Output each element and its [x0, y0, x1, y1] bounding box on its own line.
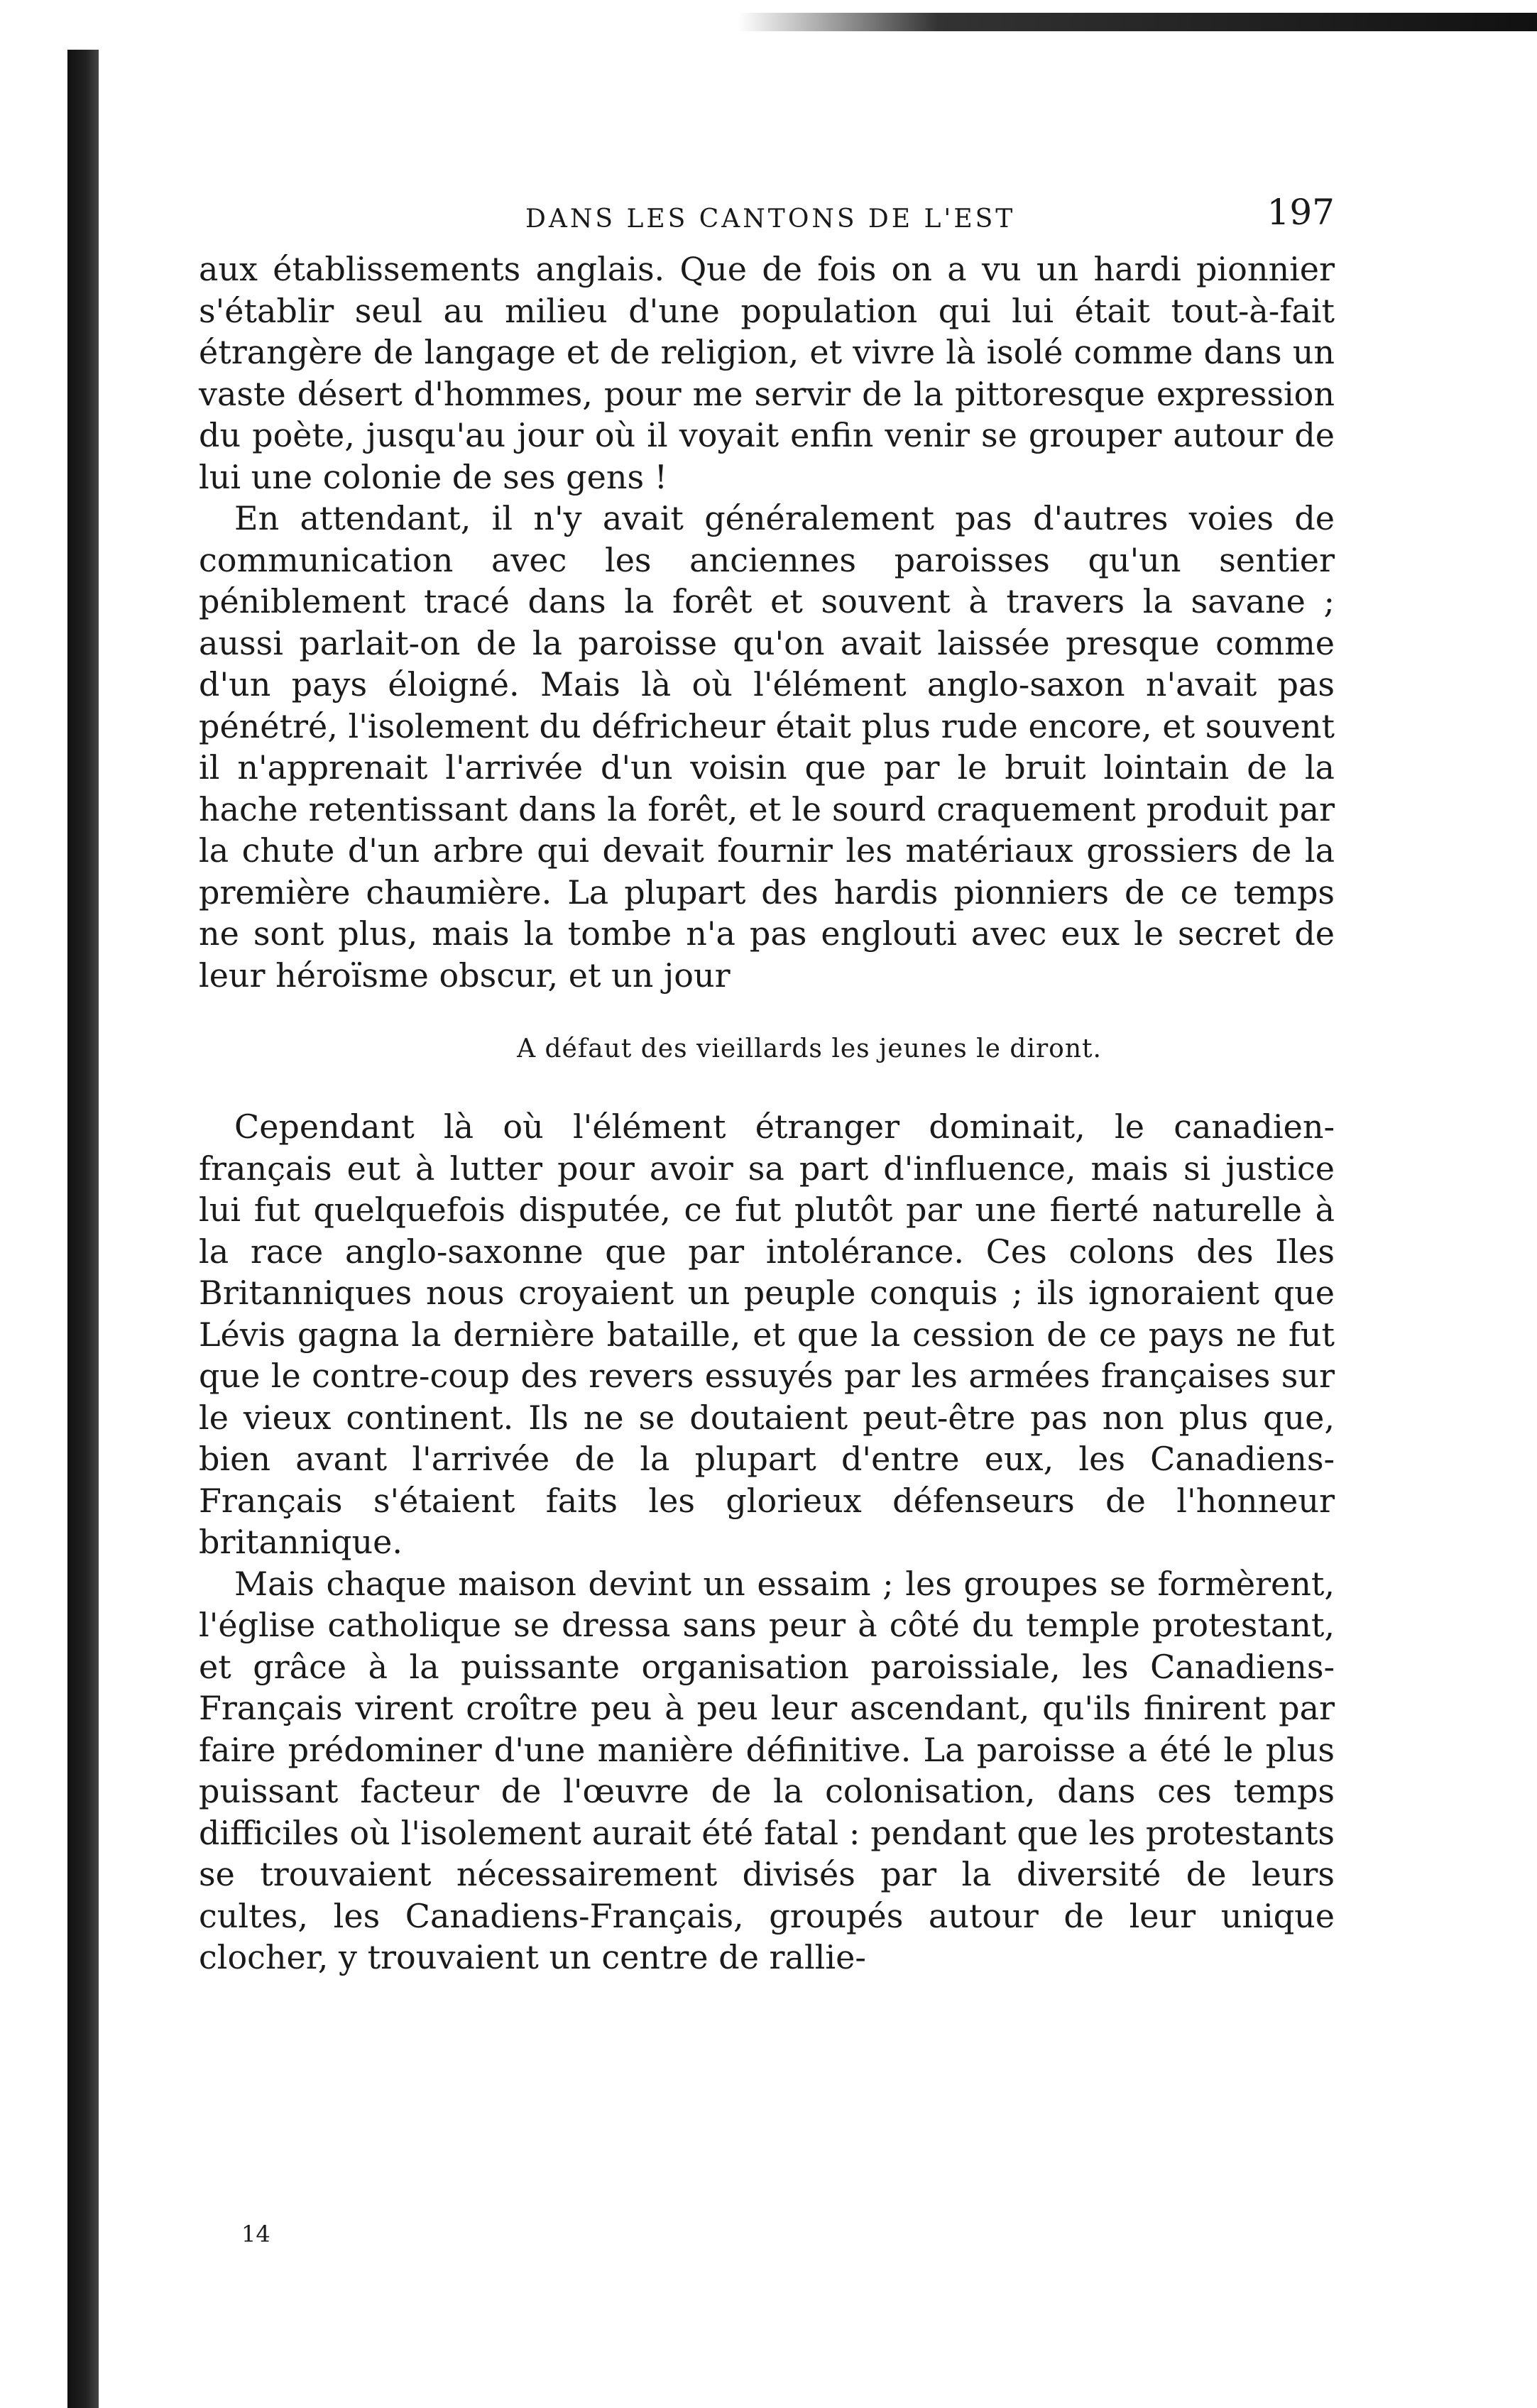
paragraph-3: Cependant là où l'élément étranger dominait, le canadien-français eut à lutter pour avoir sa part d'influence, mais si justice lui fut quelquefois disputée, ce fut plutôt par une fierté naturelle à la race anglo-saxonne que par intolérance. Ces colons des Iles Britanniques nous croyaient un peuple conquis ; ils ignoraient que Lévis gagna la dernière bataille, et que la cession de ce pays ne fut que le contre-coup des revers essuyés par les armées françaises sur le vieux continent. Ils ne se doutaient peut-être pas non plus que, bien avant l'arrivée de la plupart d'entre eux, les Canadiens-Français s'étaient faits les glorieux défenseurs de l'honneur britannique.: [199, 1107, 1335, 1561]
book-page: [199, 192, 1335, 1979]
running-head: [199, 192, 1335, 248]
paragraph-2: En attendant, il n'y avait généralement pas d'autres voies de communication avec les anciennes paroisses qu'un sentier péniblement tracé dans la forêt et souvent à travers la savane ; aussi parlait-on de la paroisse qu'on avait laissée presque comme d'un pays éloigné. Mais là où l'élément anglo-saxon n'avait pas pénétré, l'isolement du défricheur était plus rude encore, et souvent il n'apprenait l'arrivée d'un voisin que par le bruit lointain de la hache retentissant dans la forêt, et le sourd craquement produit par la chute d'un arbre qui devait fournir les matériaux grossiers de la première chaumière. La plupart des hardis pionniers de ce temps ne sont plus, mais la tombe n'a pas englouti avec eux le secret de leur héroïsme obscur, et un jour: [199, 499, 1335, 995]
verse-quote: A défaut des vieillards les jeunes le diront.: [517, 1034, 1102, 1063]
page-number: 197: [1267, 192, 1335, 233]
running-title: DANS LES CANTONS DE L'EST: [525, 204, 1016, 234]
scan-binding-shadow: [67, 50, 99, 2408]
paragraph-1: aux établissements anglais. Que de fois on a vu un hardi pionnier s'établir seul au milieu d'une population qui lui était tout-à-fait étrangère de langage et de religion, et vivre là isolé comme dans un vaste désert d'hommes, pour me servir de la pittoresque expression du poète, jusqu'au jour où il voyait enfin venir se grouper autour de lui une colonie de ses gens !: [199, 250, 1335, 496]
signature-mark: 14: [241, 2221, 270, 2248]
scan-top-shadow: [738, 13, 1537, 31]
paragraph-4: Mais chaque maison devint un essaim ; les groupes se formèrent, l'église catholique se dressa sans peur à côté du temple protestant, et grâce à la puissante organisation paroissiale, les Canadiens-Français virent croître peu à peu leur ascendant, qu'ils finirent par faire prédominer d'une manière définitive. La paroisse a été le plus puissant facteur de l'œuvre de la colonisation, dans ces temps difficiles où l'isolement aurait été fatal : pendant que les protestants se trouvaient nécessairement divisés par la diversité de leurs cultes, les Canadiens-Français, groupés autour de leur unique clocher, y trouvaient un centre de rallie-: [199, 1564, 1335, 1976]
